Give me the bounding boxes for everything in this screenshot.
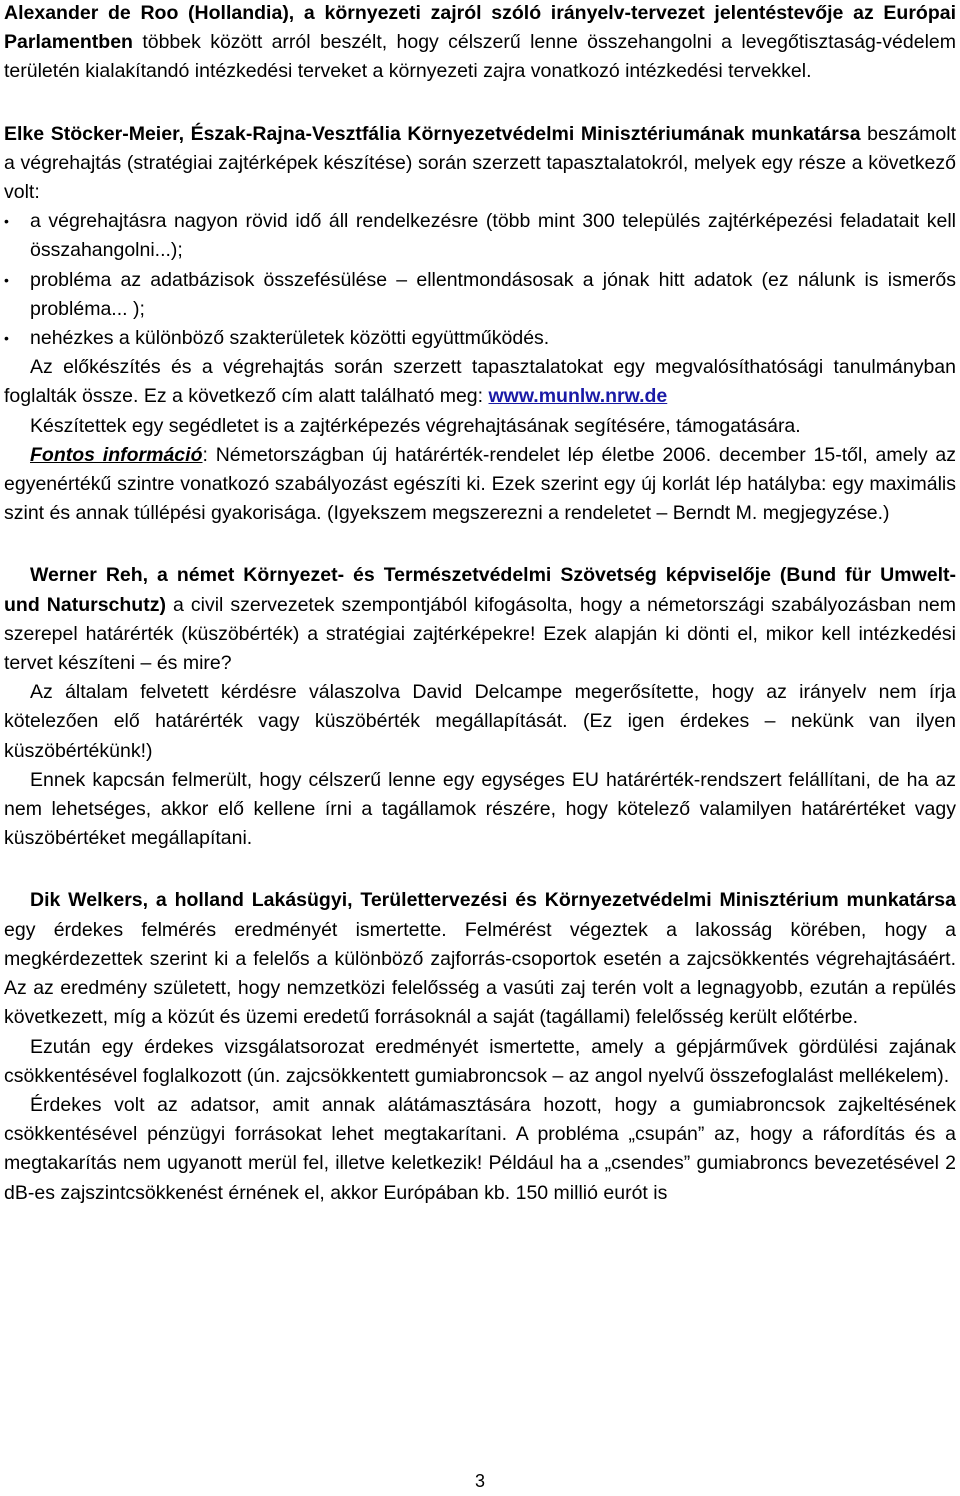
paragraph-text: : Németországban új határérték-rendelet lép életbe 2006. december 15-től, amely az egyenértékű szintre vonatkozó szabályozást egészíti ki. Ezek szerint egy új korlát lép hatályba: egy maximális szint és annak túllépési gyakorisága. (Igyekszem megszerezni a rendeletet – Berndt M. megjegyzése.): [4, 443, 956, 525]
paragraph-text: többek között arról beszélt, hogy célszerű lenne összehangolni a levegőtisztaság-védelem területén kialakítandó intézkedési terveket a környezeti zajra vonatkozó intézkedési tervekkel.: [4, 31, 956, 83]
list-item-text: nehézkes a különböző szakterületek közötti együttműködés.: [30, 327, 550, 350]
paragraph-important-info: [4, 441, 956, 529]
speaker-name: Elke Stöcker-Meier, Észak-Rajna-Vesztfália Környezetvédelmi Minisztériumának munkatársa: [4, 122, 861, 145]
paragraph-de-roo: [4, 0, 956, 87]
bullet-list: [4, 207, 956, 353]
website-link[interactable]: www.munlw.nrw.de: [488, 385, 668, 408]
paragraph-welkers: [4, 886, 956, 1032]
important-label: Fontos információ: [30, 443, 203, 466]
list-item: [4, 207, 956, 265]
paragraph-tyres: Ezután egy érdekes vizsgálatsorozat eredményét ismertette, amely a gépjárművek gördülési zajának csökkentésével foglalkozott (ún. zajcsökkentett gumiabroncsok – az angol nyelvű összefoglalást mellékelem).: [4, 1035, 956, 1087]
page-number: 3: [474, 1471, 485, 1491]
speaker-name: Werner Reh, a német Környezet- és Természetvédelmi Szövetség képviselője (Bund für Umwelt- und Naturschutz): [4, 564, 956, 616]
document-page: [4, 0, 956, 1208]
list-item: [4, 324, 956, 353]
paragraph-guide: Készítettek egy segédletet is a zajtérképezés végrehajtásának segítésére, támogatására.: [30, 414, 801, 437]
paragraph-eu-limits: Ennek kapcsán felmerült, hogy célszerű lenne egy egységes EU határérték-rendszert felállítani, de ha az nem lehetséges, akkor elő kellene írni a tagállamok részére, hogy kötelező valamilyen határértéket vagy küszöbértéket megállapítani.: [4, 768, 956, 850]
paragraph-stocker-meier: [4, 120, 956, 208]
paragraph-text: egy érdekes felmérés eredményét ismertette. Felmérést végeztek a lakosság körében, hogy a megkérdezettek szerint ki a felelős a különböző zajforrás-csoportok esetén a zajcsökkentés végrehajtásáért. Az az eredmény született, hogy nemzetközi felelősség a vasúti zaj terén volt a legnagyobb, ezután a repülés következett, míg a közút és üzemi eredetű forrásoknál a saját (tagállami) felelősség került előtérbe.: [4, 918, 956, 1029]
list-item: [4, 266, 956, 324]
paragraph-text: Az előkészítés és a végrehajtás során szerzett tapasztalatokat egy megvalósíthatósági tanulmányban foglalták össze. Ez a következő cím alatt található meg:: [4, 356, 956, 408]
paragraph-savings: Érdekes volt az adatsor, amit annak alátámasztására hozott, hogy a gumiabroncsok zajkeltésének csökkentésével pénzügyi forrásokat lehet megtakarítani. A probléma „csupán” az, hogy a ráfordítás és a megtakarítás nem ugyanott merül fel, illetve keletkezik! Például ha a „csendes” gumiabroncs bevezetésével 2 dB-es zajszintcsökkenést érnének el, akkor Európában kb. 150 millió eurót is: [4, 1093, 956, 1204]
bullet-icon: •: [4, 271, 9, 288]
paragraph-text: beszámolt a végrehajtás (stratégiai zajtérképek készítése) során szerzett tapasztalatokról, melyek egy része a következő volt:: [4, 122, 956, 204]
speaker-name: Dik Welkers, a holland Lakásügyi, Területtervezési és Környezetvédelmi Minisztérium munkatársa: [30, 889, 956, 912]
bullet-icon: •: [4, 330, 9, 347]
bullet-icon: •: [4, 213, 9, 230]
paragraph-text: a civil szervezetek szempontjából kifogásolta, hogy a németországi szabályozásban nem szerepel határérték (küszöbérték) a stratégiai zajtérképekre! Ezek alapján ki dönti el, mikor kell intézkedési tervet készíteni – és mire?: [4, 593, 957, 675]
list-item-text: probléma az adatbázisok összefésülése – ellentmondásosak a jónak hitt adatok (ez nálunk is ismerős probléma... );: [30, 268, 956, 320]
list-item-text: a végrehajtásra nagyon rövid idő áll rendelkezésre (több mint 300 település zajtérképezési feladatait kell összahangolni...);: [30, 210, 956, 262]
paragraph-feasibility: [4, 353, 956, 411]
paragraph-reh: [4, 561, 956, 678]
paragraph-delcampe: Az általam felvetett kérdésre válaszolva David Delcampe megerősítette, hogy az irányelv nem írja kötelezően elő határérték vagy küszöbérték megállapítását. (Ez igen érdekes – nekünk van ilyen küszöbértékünk!): [4, 681, 956, 762]
speaker-name: Alexander de Roo (Hollandia), a környezeti zajról szóló irányelv-tervezet jelentéstevője az Európai Parlamentben: [4, 2, 956, 54]
